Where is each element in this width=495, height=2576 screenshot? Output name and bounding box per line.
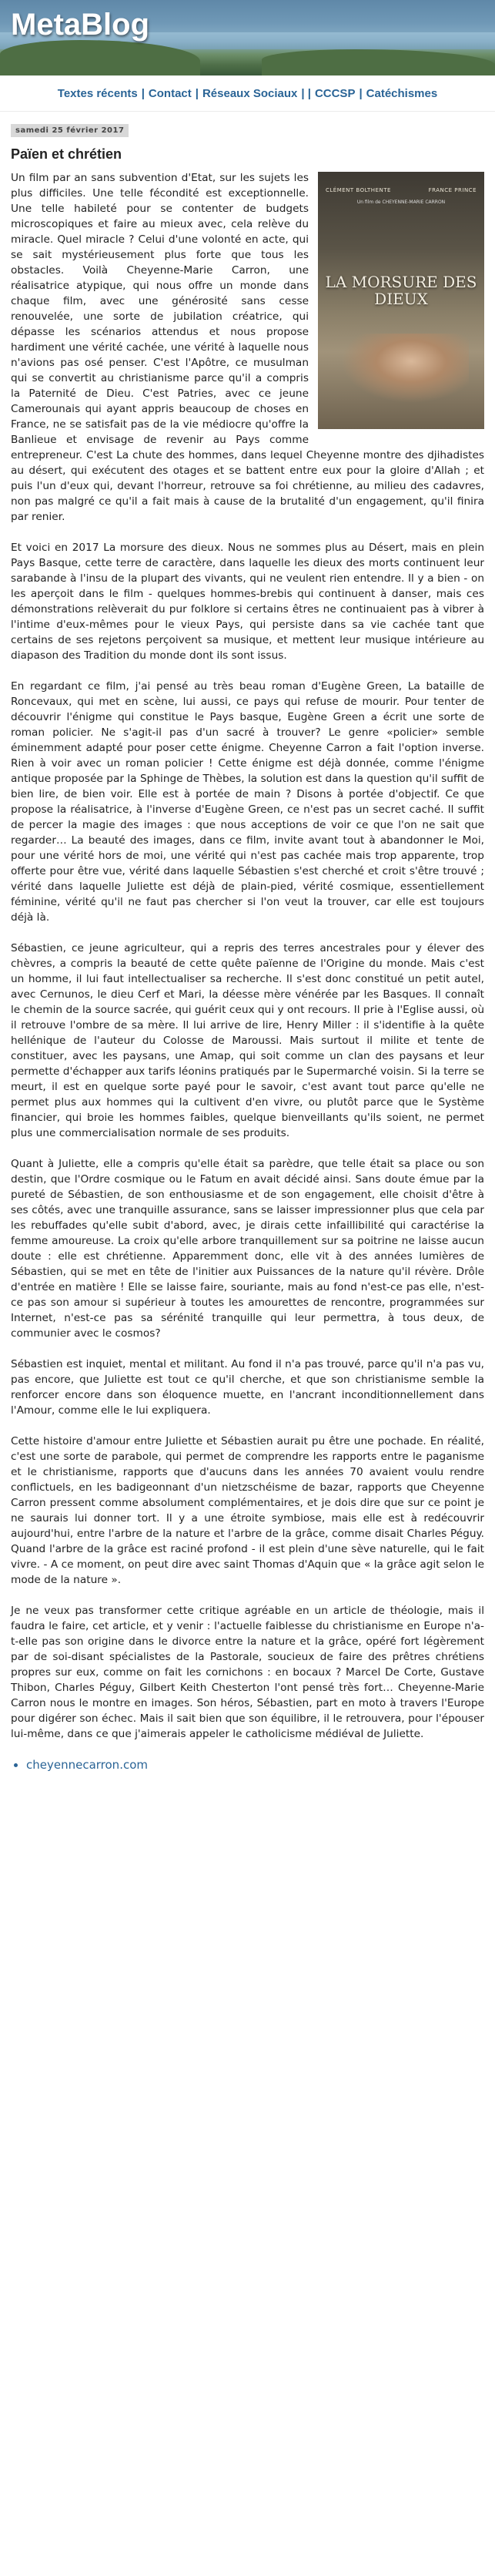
- poster-actor-right: FRANCE PRINCE: [428, 187, 477, 193]
- nav-contact[interactable]: Contact: [148, 86, 192, 100]
- top-nav: [0, 75, 495, 112]
- post-paragraph: En regardant ce film, j'ai pensé au très beau roman d'Eugène Green, La bataille de Roncevaux, qui met en scène, lui aussi, ce pays qui refuse de mourir. Pour tenter de découvrir l'énigme qui constitue le Pays basque, Eugène Green a écrit une sorte de roman policier. Ne s'agit-il pas d'un sacré à trouver? Le genre «policier» semble éminemment adapté pour poser cette énigme. Cheyenne Carron a fait l'option inverse. Rien à voir avec un roman policier ! Cette énigme est déjà donnée, comme l'énigme antique proposée par la Sphinge de Thèbes, la solution est dans la question qu'il suffit de bien lire, de bien voir. Elle est à portée de main ? Disons à portée d'objectif. Ce que propose la réalisatrice, à l'inverse d'Eugène Green, ce n'est pas un secret caché. Il suffit de percer la magie des images : que nous acceptions de voir ce que l'on ne sait que regarder… La beauté des images, dans ce film, invite avant tout à abandonner le Moi, pour une vérité hors de moi, une vérité qui n'est pas cachée mais trop apparente, trop offerte pour être vue, vérité dans laquelle Sébastien s'est cherché et croit s'être trouvé ; vérité dans laquelle Juliette est déjà de plain-pied, vérité cosmique, essentiellement féminine, vérité qu'il ne faut pas chercher si l'on veut la trouver, car elle est toujours déjà là.: [11, 680, 484, 924]
- nav-reseaux-sociaux[interactable]: Réseaux Sociaux: [202, 86, 298, 100]
- nav-separator: |: [359, 86, 363, 100]
- post-paragraph: Un film par an sans subvention d'Etat, sur les sujets les plus difficiles. Une telle fécondité est exceptionnelle. Une telle habileté pour se contenter de budgets microscopiques et faire au mieux avec, cela relève du miracle. Quel miracle ? Celui d'une volonté en acte, qui se sait mystérieusement plus forte que tous les obstacles. Voilà Cheyenne-Marie Carron, une réalisatrice atypique, qui nous offre un monde dans chaque film, avec une générosité sans cesse renouvelée, une sorte de jubilation créatrice, qui dépasse les scénarios attendus et nous propose hardiment une vérité cachée, une vérité à laquelle nous n'avions pas osé penser. C'est l'Apôtre, ce musulman qui se convertit au christianisme parce qu'il a compris la Paternité de Dieu. C'est Patries, avec ce jeune Camerounais qui ayant appris beaucoup de choses en France, ne se satisfait pas de la vie médiocre qu'offre la Banlieue et envisage de revenir au Pays comme entrepreneur. C'est La chute des hommes, dans lequel Cheyenne montre des djihadistes au désert, qui exécutent des otages et se battent entre eux pour la gloire d'Allah ; et puis l'un d'eux qui, devant l'horreur, retrouve sa foi chrétienne, au milieu des cadavres, non pas malgré ce qu'il a fait mais à cause de la brutalité d'un engagement, qu'il finira par renier.: [11, 172, 484, 523]
- post-date: samedi 25 février 2017: [11, 124, 129, 137]
- poster-actor-left: CLÉMENT BOLTHENTE: [326, 187, 391, 193]
- post-paragraph: Sébastien est inquiet, mental et militant. Au fond il n'a pas trouvé, parce qu'il n'a pas vu, pas encore, que Juliette est tout ce qu'il cherche, et que son christianisme semble la renforcer encore dans son éloquence muette, en l'ancrant inconditionnellement dans l'Amour, comme elle le lui expliquera.: [11, 1358, 484, 1417]
- link-list: [11, 1757, 484, 1773]
- nav-catechismes[interactable]: Catéchismes: [366, 86, 438, 100]
- list-item: [26, 1757, 484, 1773]
- blog-title[interactable]: MetaBlog: [11, 8, 149, 42]
- cheyennecarron-link[interactable]: cheyennecarron.com: [26, 1758, 148, 1772]
- post-paragraph: Quant à Juliette, elle a compris qu'elle était sa parèdre, que telle était sa place ou son destin, que l'Ordre cosmique ou le Fatum en avait décidé ainsi. Sans doute émue par la pureté de Sébastien, de son enthousiasme et de son engagement, elle choisit d'être à ses côtés, avec une tranquille assurance, sans se laisser impressionner plus que cela par les rebuffades qu'elle subit d'abord, avec, je dirais cette infaillibilité qui caractérise la femme amoureuse. La croix qu'elle arbore tranquillement sur sa poitrine ne laisse aucun doute : elle est chrétienne. Apparemment donc, elle vit à des années lumières de Sébastien, qui se met en tête de l'initier aux Puissances de la nature qu'il révère. Drôle d'entrée en matière ! Elle se laisse faire, souriante, mais au fond n'est-ce pas elle, n'est-ce pas son amour si supérieur à toutes les amourettes de rencontre, programmées sur Internet, n'est-ce pas sa sérénité tranquille qui leur permettra, à tous deux, de communier avec le cosmos?: [11, 1158, 484, 1340]
- nav-separator: |: [141, 86, 145, 100]
- nav-textes-recents[interactable]: Textes récents: [57, 86, 138, 100]
- post-paragraph: Sébastien, ce jeune agriculteur, qui a repris des terres ancestrales pour y élever des chèvres, a compris la beauté de cette quête païenne de l'Origine du monde. Mais c'est un homme, il lui faut intellectualiser sa recherche. Il s'est donc constitué un petit autel, avec Cernunos, le dieu Cerf et Mari, la déesse mère vénérée par les Basques. Il connaît le chemin de la source sacrée, qui guérit ceux qui y ont recours. Il prie à l'Eglise aussi, où il retrouve l'ombre de sa mère. Il lui arrive de lire, Henry Miller : il s'identifie à la quête hellénique de l'auteur du Colosse de Maroussi. Mais surtout il milite et tente de constituer, avec les paysans, une Amap, qui soit comme un clan des paysans et leur permette d'échapper aux tarifs léonins pratiqués par le Supermarché voisin. Si la terre se meurt, il est en quelque sorte payé pour le savoir, c'est avant tout parce qu'elle ne permet plus aux hommes qui la cultivent d'en vivre, ou plutôt parce que le Système financier, qui broie les hommes faibles, quelque bienveillants qu'ils soient, ne permet plus une commercialisation normale de ses produits.: [11, 942, 484, 1139]
- post-body: [11, 170, 484, 1773]
- blog-post: [11, 112, 484, 1773]
- post-paragraph: Je ne veux pas transformer cette critique agréable en un article de théologie, mais il faudra le faire, cet article, et y venir : l'actuelle faiblesse du christianisme en Europe n'a-t-elle pas son origine dans le divorce entre la nature et la grâce, opéré fort légèrement par de soi-disant spécialistes de la Pastorale, soucieux de faire des prêtres chrétiens propres sur eux, comme on fait les cornichons : en bocaux ? Marcel De Corte, Gustave Thibon, Charles Péguy, Gilbert Keith Chesterton l'ont pensé très fort… Cheyenne-Marie Carron nous le montre en images. Son héros, Sébastien, part en moto à travers l'Europe pour digérer son échec. Mais il sait bien que son équilibre, il le retrouvera, pour l'épouser lui-même, dans ce que j'aimerais appeler le catholicisme médiéval de Juliette.: [11, 1605, 484, 1740]
- nav-cccsp[interactable]: CCCSP: [314, 86, 356, 100]
- nav-separator: |: [195, 86, 199, 100]
- blog-header: [0, 0, 495, 75]
- poster-couple-figure: [341, 334, 469, 403]
- post-paragraph: Et voici en 2017 La morsure des dieux. Nous ne sommes plus au Désert, mais en plein Pays Basque, cette terre de caractère, dans laquelle les dieux des morts continuent leur sarabande à l'insu de la plupart des vivants, qui ne veulent rien entendre. Il y a bien - on les aperçoit dans le film - quelques hommes-brebis qui continuent à danser, mais ces démonstrations relèverait du pur folklore si certains êtres ne continuaient pas à vibrer à l'intime d'eux-mêmes pour le vieux Pays, qui persiste dans sa vie cachée tant que certains de ses rejetons perçoivent sa musique, et mettent leur musique intérieure au diapason des Tradition du monde dont ils sont issus.: [11, 542, 484, 662]
- post-paragraph: Cette histoire d'amour entre Juliette et Sébastien aurait pu être une pochade. En réalité, c'est une sorte de parabole, qui permet de comprendre les rapports entre le paganisme et le christianisme, rapports que d'aucuns dans les années 70 avaient voulu rendre conflictuels, en les badigeonnant d'un nietzschéisme de bazar, rapports que Cheyenne Carron pressent comme absolument complémentaires, et je dois dire que sur ce point je ne saurais lui donner tort. Il y a une étroite symbiose, mais elle est à redécouvrir aujourd'hui, entre l'arbre de la nature et l'arbre de la grâce, comme disait Charles Péguy. Quand l'arbre de la grâce est raciné profond - il est plein d'une sève naturelle, qui le fait vivre. - A ce moment, on peut dire avec saint Thomas d'Aquin que « la grâce agit selon le mode de la nature ».: [11, 1435, 484, 1586]
- poster-title: LA MORSURE DES DIEUX: [325, 273, 477, 308]
- header-cliff-image: [262, 49, 495, 75]
- nav-separator: | |: [301, 86, 311, 100]
- movie-poster-image[interactable]: [318, 172, 484, 429]
- post-title[interactable]: Païen et chrétien: [11, 146, 122, 162]
- poster-subtitle: Un film de CHEYENNE-MARIE CARRON: [356, 200, 446, 205]
